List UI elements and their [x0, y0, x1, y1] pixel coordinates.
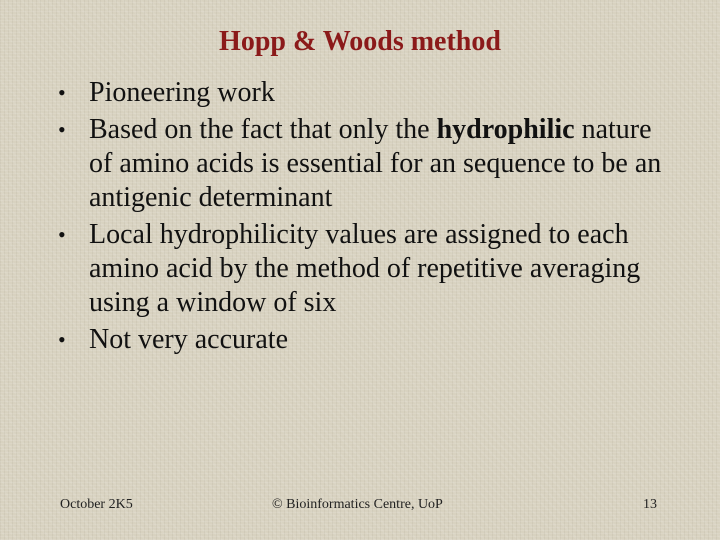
footer-credit: © Bioinformatics Centre, UoP: [272, 497, 443, 512]
bullet-item: [58, 323, 678, 357]
bullet-text-continued: nature of amino acids is essential for an sequence to be an antigenic determinant: [89, 114, 662, 213]
bullet-icon: •: [58, 117, 66, 142]
bullet-item: [58, 218, 678, 320]
bullet-icon: •: [58, 80, 66, 105]
bullet-icon: •: [58, 222, 66, 247]
bullet-item: [58, 113, 678, 215]
bullet-text: Local hydrophilicity values are assigned to each amino acid by the method of repetitive averaging using a window of six: [89, 219, 641, 318]
bullet-text: Not very accurate: [89, 324, 288, 355]
bullet-item: [58, 76, 678, 110]
bullet-list: [58, 76, 678, 360]
bullet-bold-term: hydrophilic: [436, 114, 575, 145]
bullet-icon: •: [58, 327, 66, 352]
footer-page-number: 13: [643, 497, 657, 512]
bullet-text: Pioneering work: [89, 77, 275, 108]
slide-title: Hopp & Woods method: [219, 26, 501, 57]
footer-date: October 2K5: [60, 497, 133, 512]
bullet-text: Based on the fact that only the: [89, 114, 437, 145]
